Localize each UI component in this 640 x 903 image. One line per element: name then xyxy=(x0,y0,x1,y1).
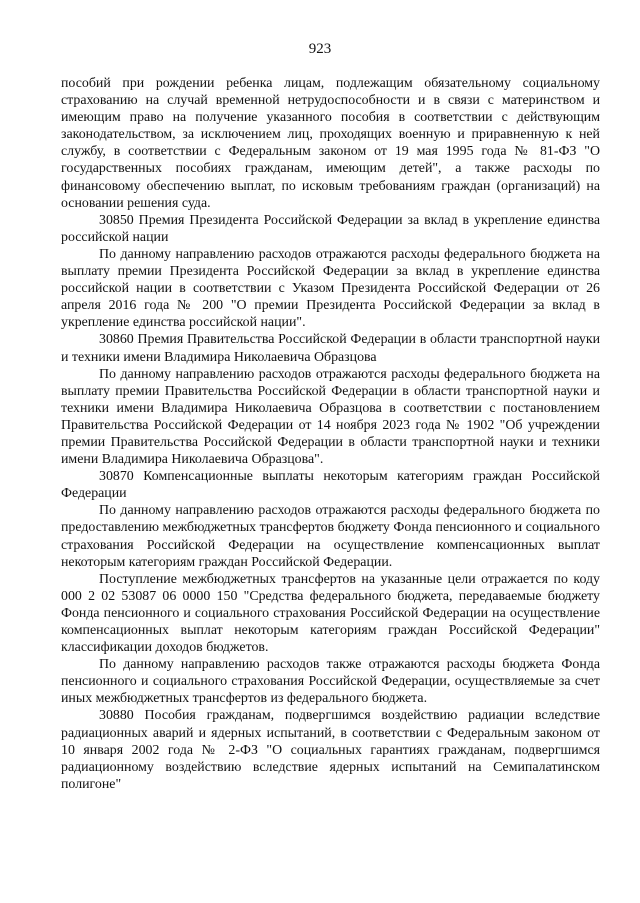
section-heading-30870: 30870 Компенсационные выплаты некоторым категориям граждан Российской Федерации xyxy=(61,469,600,502)
paragraph-30860-description: По данному направлению расходов отражаются расходы федерального бюджета на выплату премии Правительства Российской Федерации в области транспортной науки и техники имени Владимира Николаевича Образцова в соответствии с постановлением Правительства Российской Федерации от 14 ноября 2023 года № 1902 "Об учреждении премии Правительства Российской Федерации в области транспортной науки и техники имени Владимира Николаевича Образцова". xyxy=(61,366,600,468)
paragraph-30870-revenue-code: Поступление межбюджетных трансфертов на указанные цели отражается по коду 000 2 02 53087 06 0000 150 "Средства федерального бюджета, передаваемые бюджету Фонда пенсионного и социального страхования Российской Федерации на осуществление компенсационных выплат некоторым категориям граждан Российской Федерации" классификации доходов бюджетов. xyxy=(61,571,600,656)
document-body xyxy=(61,75,600,793)
paragraph-continuation: пособий при рождении ребенка лицам, подлежащим обязательному социальному страхованию на случай временной нетрудоспособности и в связи с материнством и имеющим право на получение указанного пособия в соответствии с действующим законодательством, за исключением лиц, проходящих военную и приравненную к ней службу, в соответствии с Федеральным законом от 19 мая 1995 года № 81-ФЗ "О государственных пособиях гражданам, имеющим детей", а также расходы по финансовому обеспечению выплат, по исковым требованиям граждан (организаций) на основании решения суда. xyxy=(61,76,600,211)
paragraph-30850-description: По данному направлению расходов отражаются расходы федерального бюджета на выплату премии Президента Российской Федерации за вклад в укрепление единства российской нации в соответствии с Указом Президента Российской Федерации от 26 апреля 2016 года № 200 "О премии Президента Российской Федерации за вклад в укрепление единства российской нации". xyxy=(61,246,600,331)
section-heading-30850: 30850 Премия Президента Российской Федерации за вклад в укрепление единства российской нации xyxy=(61,212,600,245)
section-heading-30860: 30860 Премия Правительства Российской Федерации в области транспортной науки и техники имени Владимира Николаевича Образцова xyxy=(61,332,600,365)
paragraph-30870-fund-expenses: По данному направлению расходов также отражаются расходы бюджета Фонда пенсионного и социального страхования Российской Федерации, осуществляемые за счет иных межбюджетных трансфертов из федерального бюджета. xyxy=(61,657,600,707)
paragraph-30870-description: По данному направлению расходов отражаются расходы федерального бюджета по предоставлению межбюджетных трансфертов бюджету Фонда пенсионного и социального страхования Российской Федерации на осуществление компенсационных выплат некоторым категориям граждан Российской Федерации. xyxy=(61,503,600,570)
section-heading-30880: 30880 Пособия гражданам, подвергшимся воздействию радиации вследствие радиационных аварий и ядерных испытаний, в соответствии с Федеральным законом от 10 января 2002 года № 2-ФЗ "О социальных гарантиях гражданам, подвергшимся радиационному воздействию вследствие ядерных испытаний на Семипалатинском полигоне" xyxy=(61,708,600,792)
page-number: 923 xyxy=(308,41,332,57)
